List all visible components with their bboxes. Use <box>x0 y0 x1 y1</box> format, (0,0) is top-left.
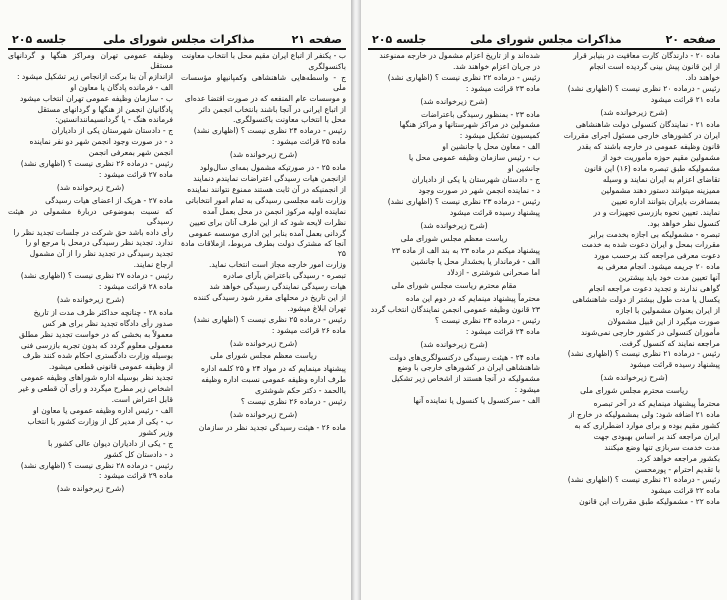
text-line: رئیس - درماده ۲۷ نظری نیست ؟ (اظهاری نشد) <box>20 271 173 281</box>
page-header <box>368 24 720 50</box>
text-line: ازانجمن هیات رسیدگی اعتراضات نمایندم دنمایند <box>193 173 346 183</box>
text-line: ج - یکی از دادیاران دیوان عالی کشور با <box>47 438 173 448</box>
text-line: (شرح زیرخوانده شد) <box>56 484 125 494</box>
text-line: ماده ۲۳ - بمنظور رسیدگی باعتراضات <box>420 109 540 119</box>
text-line: نظرات لایحه شود که از این طرف آنان برای تعیین <box>189 217 346 227</box>
text-line: هیات رسیدگی نمایندگی رسیدگی خواهد شد <box>209 282 346 292</box>
text-line: کمیسیون تشکیل میشود : <box>459 131 540 141</box>
text-line: از وظیفه عمومی قانونی قطعی میشود. <box>48 362 173 372</box>
text-line: تجدید رسیدگی در تجدید نظر را از آن مشمول <box>29 249 173 259</box>
text-line: رئیس - درماده ۲۰ نظری نیست ؟ (اظهاری نشد) <box>567 83 720 93</box>
text-line: آنجا که مشترک دولت بطرف مربوط، ازملاقات مادة ۲۵ <box>181 239 346 259</box>
right-column <box>548 51 720 590</box>
right-column <box>181 51 346 590</box>
text-line: از این قانون پیش بینی گردیده است انجام <box>589 61 720 71</box>
session-number: جلسه ۲۰۵ <box>372 33 427 46</box>
text-line: یکسال یا مدت طول بیشتر از دولت شاهنشاهی <box>572 294 720 304</box>
text-line: فرمانده هنگ - یا گردانسیمانندانستین: <box>55 115 173 125</box>
text-line: قانون وظیفه عمومی در خارجه باشند که بقدر <box>577 142 720 152</box>
text-line: میشود : <box>514 385 540 395</box>
text-line: با تقدیم احترام - پورمحسن <box>634 464 720 474</box>
text-line: محل با انتخاب معاونت باکنسولگری. <box>232 115 346 125</box>
text-line: انجمن شهر بمعرفی انجمن <box>88 148 173 158</box>
text-line: ماده ۲۷ قرائت میشود : <box>98 169 173 179</box>
text-line: از اتباع ایرانی در آنجا باشند بانتخاب انجمن دائر <box>198 104 346 114</box>
text-line: رئیس - درماده ۲۲ نظری نیست ؟ (اظهاری نشد) <box>387 72 540 82</box>
text-line: صدور رأی دادگاه تجدید نظر برای هر کس <box>42 318 173 328</box>
text-line: رئیس - درماده ۲۸ نظری نیست ؟ (اظهاری نشد) <box>20 460 173 470</box>
text-line: ندارد. تجدید نظر رسیدگی درمحل با مرجع او را <box>25 238 173 248</box>
text-line: ماده ۲۶ قرائت میشود : <box>271 325 346 335</box>
text-line: پیشنهاد رسیده قرائت میشود <box>449 207 540 217</box>
text-line: ج - دادستان شهرستان یکی از دادیاران <box>51 126 173 136</box>
text-line: الف - فرمانده پادگان یا معاون او <box>70 82 173 92</box>
text-line: وزارت نامه مجلسی رسیدگی به تمام امور انتخاباتی <box>185 195 346 205</box>
text-line: د - نماینده انجمن شهر در صورت وجود <box>418 185 540 195</box>
text-line: پادگانیان انجمن از هنگها و گردانهای مستقل <box>37 104 173 114</box>
text-line: اما صحرانی شوشتری - ازدلاد <box>447 268 540 278</box>
text-line: الف - رئیس اداره وظیفه عمومی یا معاون او <box>33 406 173 415</box>
text-line: وظیفه عمومی تهران ومراکز هنگها و گردانهای مستقل <box>8 51 173 70</box>
text-line: جانشین او <box>507 164 540 174</box>
text-line: دعوت معرفی مراجعه کند برحسب مورد <box>594 251 720 261</box>
text-line: پیشنهاد میکنم در ماده ۲۳ به بند الف از ماده ۲۳ <box>391 246 540 256</box>
text-line: مقام محترم ریاست مجلس شورای ملی <box>391 281 517 291</box>
text-line: محترماً پیشنهاد مینمایم که در آخر تبصره <box>593 399 720 409</box>
text-line: ایران مراجعه کند بر اساس بهبودی جهت <box>593 431 720 441</box>
text-line: خواهند داد. <box>685 72 720 82</box>
text-line: (شرح زیرخوانده شد) <box>56 182 125 192</box>
publication-title: مذاکرات مجلس شورای ملی <box>103 33 255 46</box>
text-line: نماینده اولیه مرکوز انجمن در محل بعمل آمده <box>202 206 346 216</box>
text-line: از ایران بعنوان مشمولین با اجازه <box>615 305 720 315</box>
text-line: (شرح زیرخوانده شد) <box>600 107 668 117</box>
text-line: بمسافرت بایران بتوانند اداره تعیین <box>611 196 720 206</box>
text-line: که نسبت بموضوعی دربارهٔ مشمولی در هیئت رسیدگی <box>8 206 173 226</box>
text-line: کشور مقیم بوده و برای موارد اضطراری که به <box>574 420 720 430</box>
text-line: رئیس - درماده ۲۶ نظری نیست ؟ (اظهاری نشد) <box>20 159 173 169</box>
left-column <box>8 51 173 590</box>
text-line: تجدید نظر بوسیله اداره شوراهای وظیفه عمومی <box>20 373 173 383</box>
text-line: مشمولیکه در آنجا هستند از اشخاص زیر تشکیل <box>391 374 540 384</box>
text-line: مقررات بمحل و ایران دعوت شده به خدمت <box>581 240 720 250</box>
text-line: بکشور مراجعه خواهد کرد. <box>636 453 720 463</box>
text-line: ماده ۲۱ قرائت میشود <box>650 94 720 104</box>
text-line: ماده ۲۸ قرائت میشود : <box>98 282 173 292</box>
text-line: رئیس - درماده ۲۳ نظری نیست ؟ <box>434 315 540 325</box>
text-line: ج - دادستان شهرستان یا یکی از دادیاران <box>411 174 540 184</box>
text-line: ماده ۲۹ قرائت میشود : <box>98 471 173 481</box>
text-line: کنسول نظر خواهد بود. <box>647 218 720 228</box>
text-line: از این تاریخ در محلهای مقرر شود رسیدگی کننده <box>193 292 346 302</box>
text-line: پیشنهاد مینمایم که در مواد ۲۴ و ۲۵ کلمه اداره <box>201 364 346 374</box>
text-line: ماده ۲۵ - در صورتیکه مشمول بمه‌ای سال‌ولود <box>199 163 346 173</box>
text-line: ماده ۲۳ قرائت میشود : <box>465 83 540 93</box>
text-line: ارجاع نمایند. <box>133 260 173 270</box>
text-line: باکنسولگری <box>308 61 346 71</box>
text-line: رئیس - درماده ۲۱ نظری نیست ؟ (اظهاری نشد) <box>567 475 720 485</box>
text-line: الف - معاون محل یا جانشین او <box>442 142 540 152</box>
session-number: جلسه ۲۰۵ <box>12 33 67 46</box>
text-line: تبصره - رسیدگی باعتراض بآرای صادره <box>223 271 346 281</box>
text-line: ج - واسطه‌هایی شاهنشاهی وکمپانیهاو مؤسسات ملی <box>181 72 346 92</box>
text-line: طرف اداره وظیفه عمومی نسبت اداره وظیفه <box>201 375 346 385</box>
text-line: ریاست معظم مجلس شورای ملی <box>400 233 508 243</box>
text-line: (شرح زیرخوانده شد) <box>229 338 298 348</box>
text-line: محترماً پیشنهاد مینمایم که در دوم این ماده <box>405 294 540 304</box>
text-line: ماده ۲۶ - هیئت رسیدگی تجدید نظر در سازمان <box>198 422 346 432</box>
left-column <box>368 51 540 590</box>
text-line: بوسیله وزارت دادگستری احکام شده کنند ظرف <box>22 351 173 361</box>
text-line: ممیزینه میتوانند دستور دهند مشمولین <box>601 185 720 195</box>
text-line: ب - سازمان وظیفه عمومی تهران انتخاب میشود <box>19 93 173 103</box>
text-line: (شرح زیرخوانده شد) <box>229 410 298 419</box>
page-header <box>8 24 346 50</box>
text-line: د - دادستان کل کشور <box>104 449 173 459</box>
text-line: ماده ۲۴ - هیئت رسیدگی درکنسولگری‌های دولت <box>389 352 540 362</box>
text-line: (شرح زیرخوانده شد) <box>420 220 488 230</box>
text-line: قابل اعتراض است. <box>111 395 173 405</box>
text-line: تقاضای اعزام به ایران نمایند و وسیله <box>602 174 720 184</box>
text-line: ریاست معظم مجلس شورای ملی <box>210 351 317 361</box>
text-line: اشخاص زیر مطرح میگردد و رأی آن قطعی و غیر <box>18 384 173 394</box>
text-line: رئیس - درماده ۲۴ نظری نیست ؟ (اظهاری نشد) <box>193 126 346 136</box>
text-line: مشمولین مقیم حوزه مأموریت خود از <box>601 153 720 163</box>
text-line: ۲۳ قانون وظیفه عمومی انجمن نمایندگان انتخاب گردد <box>370 304 540 314</box>
text-line: ماده ۲۰ - دارندگان کارت معافیت در بنیابر قرار <box>573 51 720 60</box>
text-line: ماده ۲۲ قرائت میشود <box>650 486 720 496</box>
text-line: رأی داده باشد حق شرکت در جلسات تجدید نظر را <box>13 227 173 237</box>
text-line: ب - یکی از مدیر کل از وزارت کشور با انتخاب <box>27 416 173 426</box>
text-line: ماده ۲۴ قرائت میشود : <box>465 326 540 336</box>
text-line: مشمولیکه طبق تبصره ماده (۱۶) این قانون <box>584 164 720 174</box>
text-line: (شرح زیرخوانده شد) <box>420 339 488 349</box>
text-line: شده‌اند و از تاریخ اعزام مشمول در خارجه ممنوعند <box>379 51 540 60</box>
text-line: (شرح زیرخوانده شد) <box>229 150 298 160</box>
text-line: وزیر کشور <box>138 427 173 437</box>
text-line: ریاست محترم مجلس شورای ملی <box>580 386 688 396</box>
page-20 <box>362 4 724 596</box>
text-line: ماده ۲۲ - مشمولیکه طبق مقررات این قانون <box>579 497 720 507</box>
text-line: گردانی بعمل آمده بنابر این اداری موسسه عمومی <box>188 228 346 238</box>
text-line: مراجعه نمایند که کنسول گرفت. <box>619 338 720 348</box>
text-line: مأموران کنسولی در کشور خارجی نمی‌شوند <box>581 327 720 337</box>
text-columns <box>8 51 346 590</box>
page-21 <box>2 4 350 596</box>
text-line: رئیس - درماده ۲۵ نظری نیست ؟ (اظهاری نشد) <box>193 314 346 324</box>
text-line: گواهی ندارند و تجدید دعوت مراجعه انجام <box>588 284 720 294</box>
text-line: ماده ۲۱ اضافه شود: ولی بمشمولیکه در خارج از <box>568 410 720 419</box>
text-line: (شرح زیرخوانده شد) <box>420 96 488 106</box>
text-line: مدت خدمت سربازی تنها وضع میکنند <box>604 442 720 452</box>
text-line: و موسسات عام المنفعه که در صورت اقتضا عده‌ای <box>184 93 346 103</box>
text-columns <box>368 51 720 590</box>
text-line: (شرح زیرخوانده شد) <box>56 294 125 304</box>
text-line: نمایند. تعیین نحوه بازرسی تجهیزات و در <box>593 207 720 217</box>
page-number: صفحه ۲۰ <box>665 33 716 46</box>
text-line: پیشنهاد رسیده قرائت میشود <box>629 360 720 370</box>
publication-title: مذاکرات مجلس شورای ملی <box>470 33 622 46</box>
text-line: رئیس - درماده ۲۶ نظری نیست ؟ <box>240 397 346 407</box>
text-line: ماده ۲۱ - نمایندگان کنسولی دولت شاهنشاهی <box>575 120 720 130</box>
text-line: رئیس - درماده ۲۱ نظری نیست ؟ (اظهاری نشد) <box>567 349 720 359</box>
text-line: الف - سرکنسول یا کنسول یا نماینده آنها <box>413 396 540 406</box>
text-line: ماده ۲۰ جریمه میشود. انجام معرفی به <box>597 262 720 272</box>
text-line: ماده ۲۸ - چنانچه حداکثر ظرف مدت از تاریخ <box>33 307 173 317</box>
text-line: مشمولین در مراکز شهرستانها و مراکز هنگها <box>399 120 540 130</box>
text-line: وزارت امور خارجه مجاز است انتخاب نماید. <box>208 260 346 270</box>
text-line: تهران ابلاغ میشود. <box>287 303 346 313</box>
text-line: از انجمنیکه در آن ثابت هستند ممنوع نتوانند نماینده <box>187 184 346 194</box>
text-line: آنها تعیین مدت خود باید بیشترین <box>618 273 720 283</box>
text-line: ایران در کشورهای خارجی مسئول اجرای مقررات <box>563 131 720 141</box>
text-line: معمولاً به بخشی که در خواست تجدید نظر مطلق <box>18 329 173 339</box>
text-line: ازاندازم آن بنا برکت ازانجاص زیر تشکیل میشود : <box>16 71 173 81</box>
text-line: شاهنشاهی ایران در کشورهای خارجی با وضع <box>397 363 540 373</box>
text-line: معمولی معلوم گردد که بدون تجربه بازرسی فنی <box>20 340 173 350</box>
text-line: ماده ۲۵ قرائت میشود : <box>271 137 346 147</box>
text-line: ماده ۲۷ - هریک از اعضای هیات رسیدگی <box>45 195 173 205</box>
text-line: باالحمد - دکتر حکم شوشتری <box>254 386 346 396</box>
text-line: رئیس - درماده ۲۳ نظری نیست ؟ (اظهاری نشد) <box>387 196 540 206</box>
text-line: در جریان اعزام خواهند شد. <box>452 61 540 71</box>
text-line: ب - یکنفر از اتباع ایران مقیم محل با انتخاب معاونت <box>181 51 346 60</box>
page-number: صفحه ۲۱ <box>291 33 342 46</box>
text-line: د - در صورت وجود انجمن شهر دو نفر نماینده <box>29 137 173 147</box>
text-line: الف - فرماندار یا بخشدار محل یا جانشین <box>410 257 540 267</box>
text-line: صورت میگیرد از این قبیل مشمولان <box>607 316 720 326</box>
text-line: تبصره - مشمولیکه بی اجازه بخدمت برابر <box>589 229 720 239</box>
book-gutter <box>351 0 361 600</box>
text-line: ب - رئیس سازمان وظیفه عمومی محل یا <box>408 153 540 163</box>
text-line: (شرح زیرخوانده شد) <box>600 373 668 383</box>
